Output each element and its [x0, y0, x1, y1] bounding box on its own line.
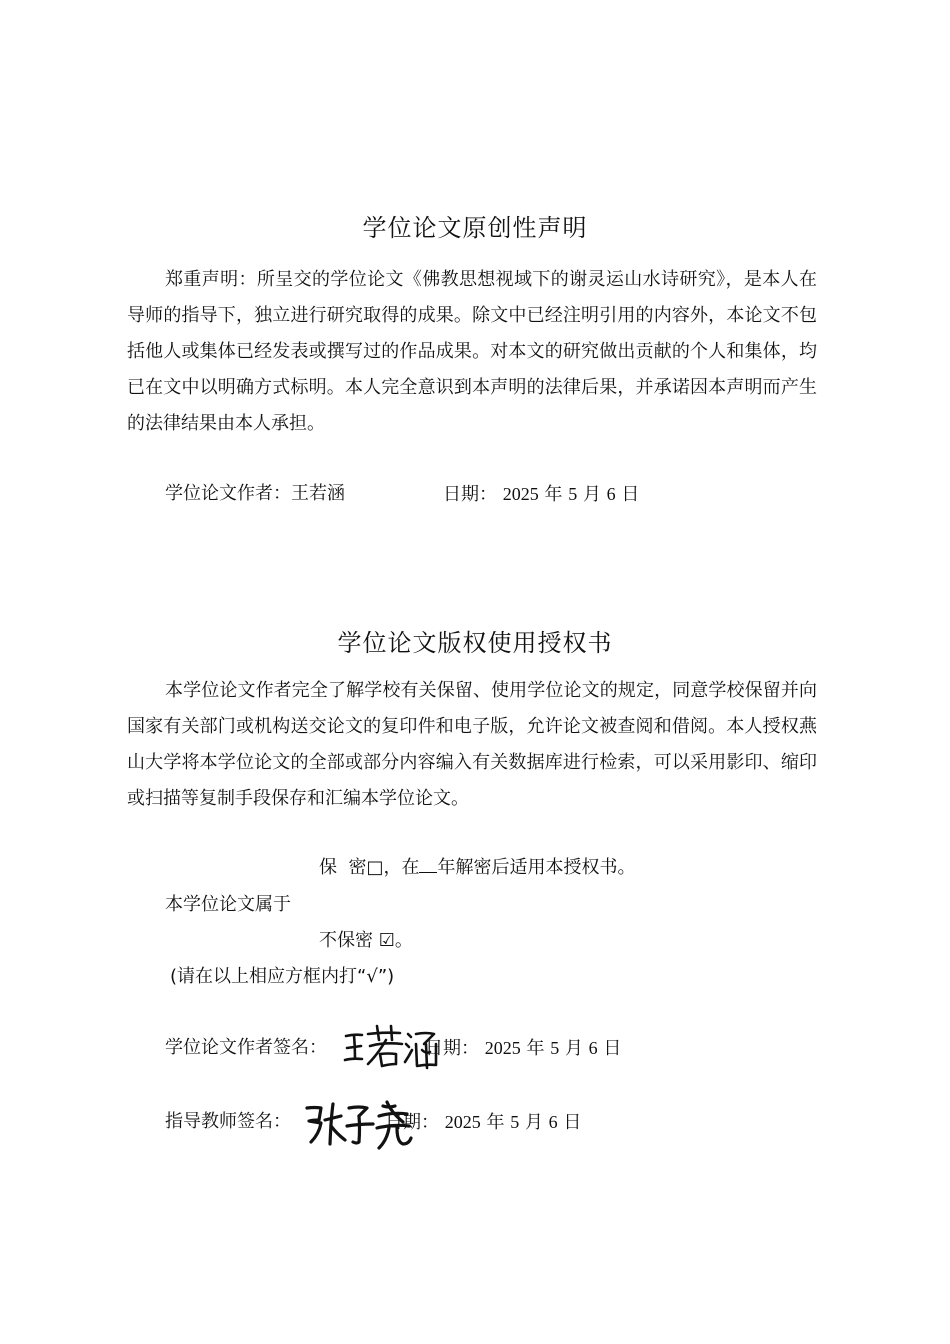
date-month: 5 [568, 484, 578, 504]
advisor-sign-date-year-unit: 年 [486, 1112, 505, 1133]
secret-option-line [319, 856, 635, 880]
date-label: 日期： [443, 484, 497, 505]
secret-option-mid: ，在 [383, 857, 420, 878]
date-year: 2025 [502, 484, 539, 504]
advisor-sign-date-line [385, 1110, 581, 1135]
advisor-sign-label: 指导教师签名： [165, 1111, 291, 1132]
author-name: 王若涵 [291, 483, 345, 504]
authorization-body: 本学位论文作者完全了解学校有关保留、使用学位论文的规定，同意学校保留并向国家有关部门或机构送交论文的复印件和电子版，允许论文被查阅和借阅。本人授权燕山大学将本学位论文的全部或部分内容编入有关数据库进行检索，可以采用影印、缩印或扫描等复制手段保存和汇编本学位论文。 [127, 680, 817, 809]
author-sign-date-label: 日期： [425, 1038, 479, 1059]
date-day: 6 [606, 484, 616, 504]
unseal-years-blank[interactable] [419, 856, 437, 873]
advisor-sign-date-month: 5 [510, 1112, 520, 1132]
author-sign-date-day: 6 [588, 1038, 598, 1058]
instruction-text: (请在以上相应方框内打“√”) [170, 966, 395, 987]
author-sign-date-month: 5 [550, 1038, 560, 1058]
author-label: 学位论文作者： [165, 483, 291, 504]
declaration-date-line [443, 482, 639, 507]
advisor-sign-date-label: 日期： [385, 1112, 439, 1133]
author-sign-date-year: 2025 [484, 1038, 521, 1058]
secret-checkbox[interactable]: □ [366, 857, 384, 878]
nonsecret-end: 。 [394, 930, 413, 951]
advisor-sign-date-month-unit: 月 [524, 1112, 543, 1133]
authorization-title: 学位论文版权使用授权书 [337, 629, 613, 657]
secret-option-suffix: 年解密后适用本授权书。 [437, 857, 636, 878]
advisor-sign-date-year: 2025 [444, 1112, 481, 1132]
date-month-unit: 月 [582, 484, 601, 505]
declaration-title: 学位论文原创性声明 [362, 214, 588, 242]
date-year-unit: 年 [544, 484, 563, 505]
nonsecret-option-line [319, 929, 413, 953]
author-sign-date-month-unit: 月 [564, 1038, 583, 1059]
nonsecret-checkbox[interactable]: ☑ [378, 930, 395, 951]
advisor-sign-date-day-unit: 日 [563, 1112, 582, 1133]
declaration-body: 郑重声明：所呈交的学位论文《佛教思想视域下的谢灵运山水诗研究》，是本人在导师的指导下，独立进行研究取得的成果。除文中已经注明引用的内容外，本论文不包括他人或集体已经发表或撰写过的作品成果。对本文的研究做出贡献的个人和集体，均已在文中以明确方式标明。本人完全意识到本声明的法律后果，并承诺因本声明而产生的法律结果由本人承担。 [127, 269, 817, 434]
author-sign-date-year-unit: 年 [526, 1038, 545, 1059]
declaration-author-line [165, 482, 345, 506]
date-day-unit: 日 [621, 484, 640, 505]
advisor-sign-date-day: 6 [548, 1112, 558, 1132]
secret-option-prefix: 保 密 [319, 857, 367, 878]
belongs-label: 本学位论文属于 [165, 894, 291, 915]
author-sign-date-line [425, 1036, 621, 1061]
nonsecret-option: 不保密 [319, 930, 373, 951]
author-sign-date-day-unit: 日 [603, 1038, 622, 1059]
author-sign-label: 学位论文作者签名： [165, 1037, 327, 1058]
